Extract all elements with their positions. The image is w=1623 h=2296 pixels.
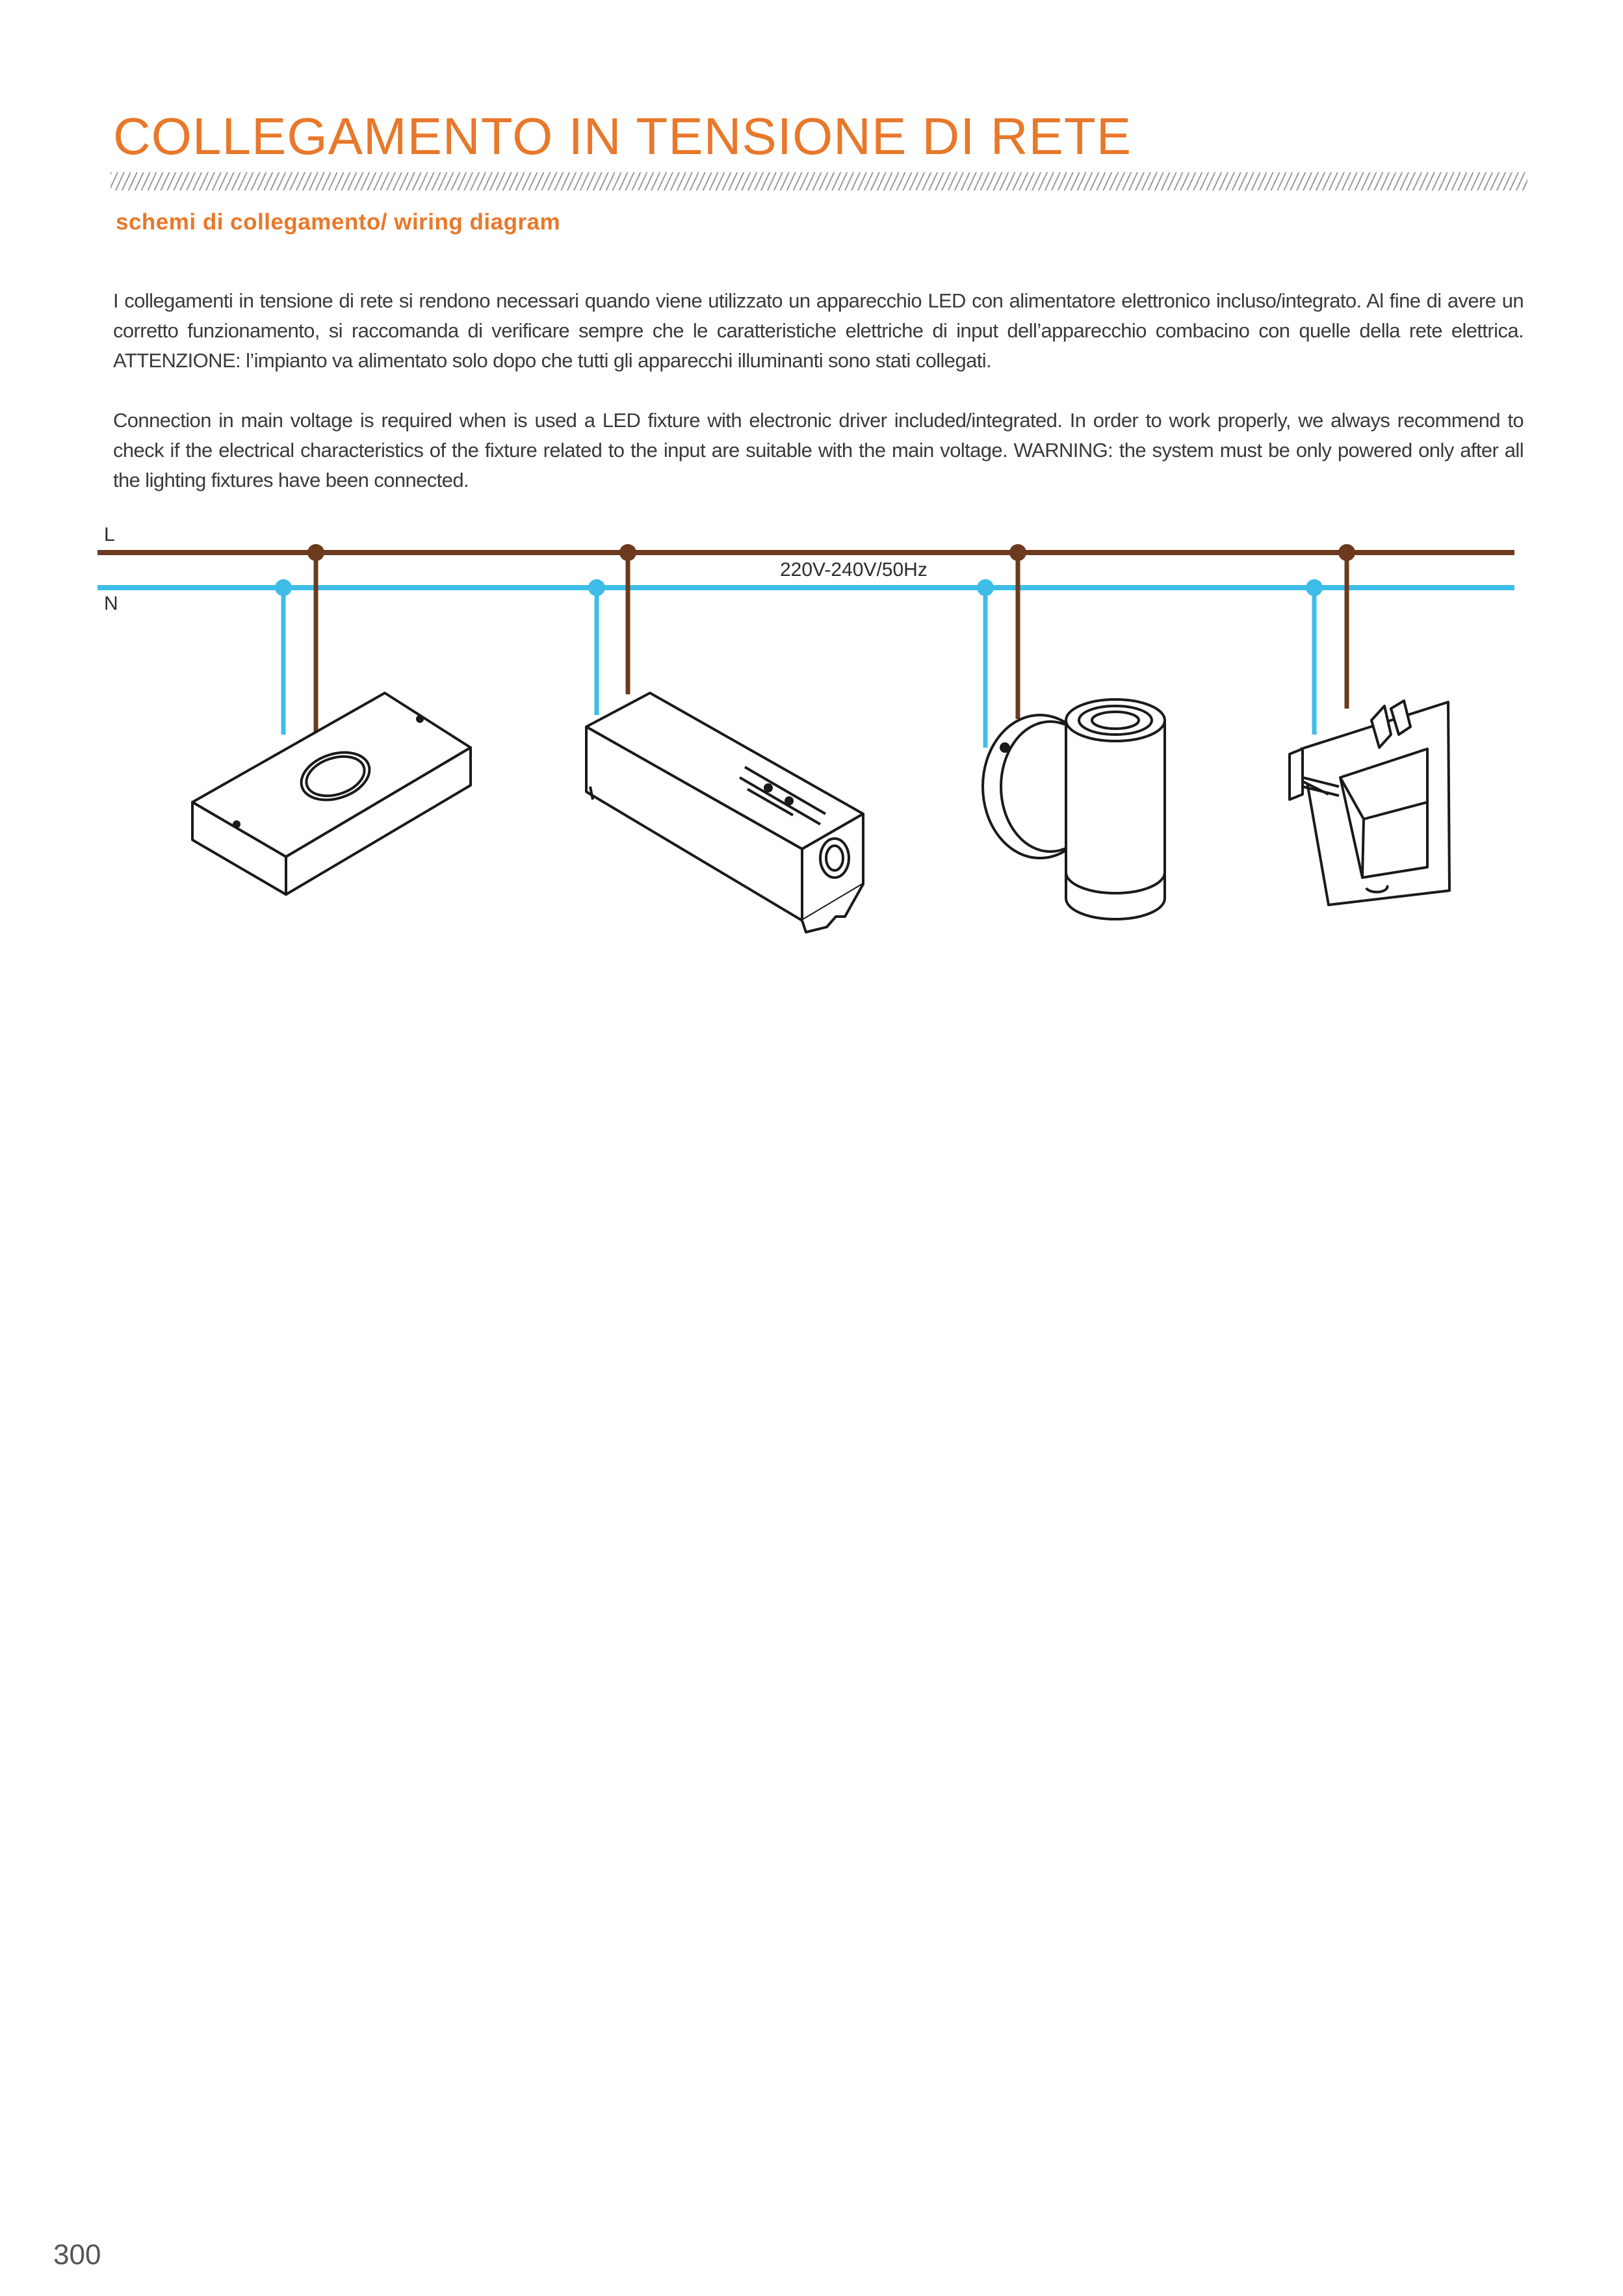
- paragraph-english: Connection in main voltage is required when is used a LED fixture with electronic driver included/integrated. In order to work properly, we always recommend to check if the electrical characteristics of the fixture related to the input are suitable with the main voltage. WARNING: the system must be only powered only after all the lighting fixtures have been connected.: [113, 409, 1524, 491]
- voltage-label: 220V-240V/50Hz: [780, 559, 928, 581]
- section-subtitle: schemi di collegamento/ wiring diagram: [116, 209, 561, 235]
- line-junction-1: [307, 544, 324, 561]
- neutral-junction-3: [977, 579, 994, 596]
- surface-box-fixture: [192, 693, 471, 894]
- wall-cylinder-fixture: [983, 699, 1165, 919]
- paragraph-italian: I collegamenti in tensione di rete si rendono necessari quando viene utilizzato un apparecchio LED con alimentatore elettronico incluso/integrato. Al fine di avere un corretto funzionamento, si raccomanda di verificare sempre che le caratteristiche elettriche di input dell’apparecchio combacino con quelle della rete elettrica. ATTENZIONE: l’impianto va alimentato solo dopo che tutti gli apparecchi illuminanti sono stati collegati.: [113, 289, 1524, 372]
- line-junction-2: [619, 544, 636, 561]
- line-junction-3: [1009, 544, 1026, 561]
- neutral-label: N: [104, 593, 118, 614]
- page-number: 300: [53, 2239, 101, 2271]
- wiring-diagram: [0, 0, 1623, 975]
- page-title: COLLEGAMENTO IN TENSIONE DI RETE: [113, 107, 1132, 165]
- neutral-junction-1: [275, 579, 292, 596]
- line-junction-4: [1338, 544, 1355, 561]
- neutral-junction-2: [588, 579, 605, 596]
- line-label: L: [104, 524, 115, 545]
- elongated-driver-fixture: [586, 693, 863, 932]
- neutral-junction-4: [1306, 579, 1323, 596]
